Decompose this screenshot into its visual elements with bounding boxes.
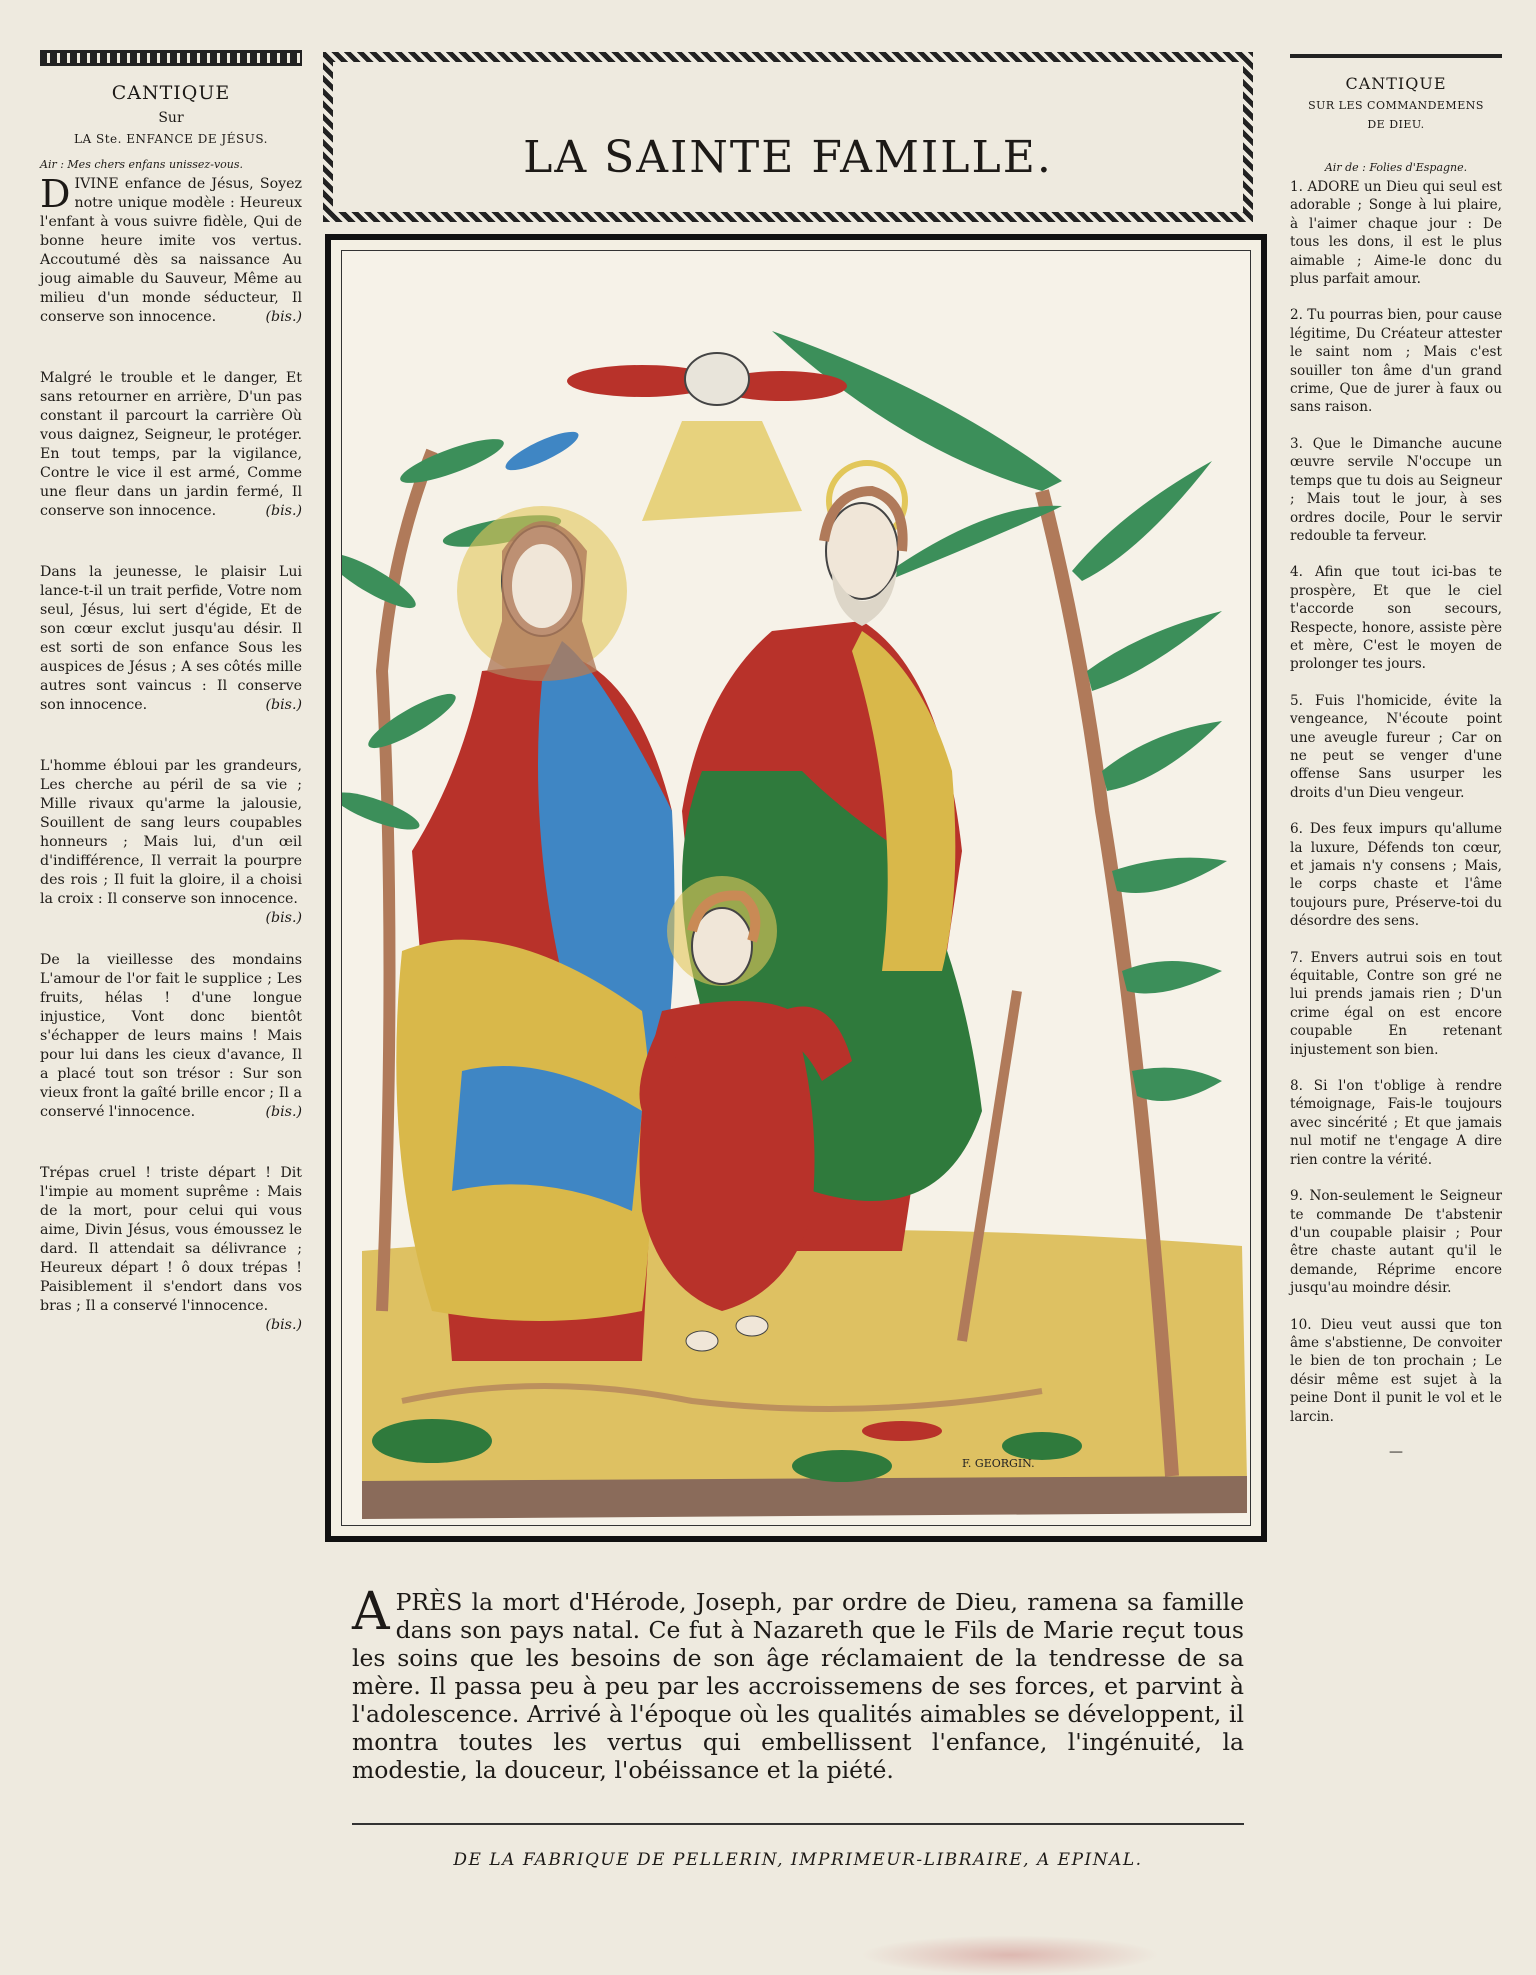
commandment-verse: 4. Afin que tout ici-bas te prospère, Et que le ciel t'accorde son secours, Respecte, honore, assiste père et mère, C'est le moyen de prolonger tes jours. <box>1290 564 1502 673</box>
bottom-rule <box>352 1823 1244 1825</box>
bush <box>1002 1432 1082 1460</box>
commandment-verse: 6. Des feux impurs qu'allume la luxure, Défends ton cœur, et jamais n'y consens ; Mais, le corps chaste et l'âme toujours pure, Préserve-toi du désordre des sens. <box>1290 821 1502 930</box>
commandment-verse: 8. Si l'on t'oblige à rendre témoignage, Fais-le toujours avec sincérité ; Et que jamais nul motif ne t'engage A dire rien contre la vérité. <box>1290 1078 1502 1168</box>
page-title: LA SAINTE FAMILLE. <box>523 132 1053 183</box>
verse <box>40 757 302 926</box>
verse <box>40 563 302 715</box>
left-cantique-title: CANTIQUE <box>111 82 231 104</box>
right-cantique-subtitle-2: DE DIEU. <box>1367 118 1425 131</box>
commandment-verse: 9. Non-seulement le Seigneur te commande De t'abstenir d'un coupable plaisir ; Pour être chaste autant qu'il le demande, Réprime encore jusqu'au moindre désir. <box>1290 1188 1502 1297</box>
drop-cap: A <box>352 1582 390 1642</box>
commandment-verse: 10. Dieu veut aussi que ton âme s'abstienne, De convoiter le bien de ton prochain ; Le désir même est sujet à la peine Dont il punit le vol et le larcin. <box>1290 1316 1502 1425</box>
printer-imprint: DE LA FABRIQUE DE PELLERIN, IMPRIMEUR-LIBRAIRE, A EPINAL. <box>453 1850 1143 1870</box>
left-cantique-sub: Sur <box>158 110 184 126</box>
narrative-text <box>352 1582 1244 1784</box>
engraving-art <box>342 251 1251 1526</box>
verse-text: IVINE enfance de Jésus, Soyez notre unique modèle : Heureux l'enfant à vous suivre fidèle, Qui de bonne heure imite vos vertus. Accoutumé dès sa naissance Au joug aimable du Sauveur, Même au milieu d'un monde séducteur, Il conserve son innocence. <box>40 176 302 325</box>
engraver-signature: F. GEORGIN. <box>962 1457 1035 1470</box>
commandment-verse: 1. ADORE un Dieu qui seul est adorable ; Songe à lui plaire, à l'aimer chaque jour : De tous les dons, il est le plus aimable ; Aime-le donc du plus parfait amour. <box>1290 179 1502 288</box>
verse-text: Trépas cruel ! triste départ ! Dit l'impie au moment suprême : Mais de la mort, pour celui qui vous aime, Divin Jésus, vous émoussez le dard. Il attendait sa délivrance ; Heureux départ ! ô doux trépas ! Paisiblement il s'endort dans vos bras ; Il a conservé l'innocence. <box>40 1165 302 1314</box>
verse-text: Malgré le trouble et le danger, Et sans retourner en arrière, D'un pas constant il parcourt la carrière Où vous daignez, Seigneur, le protéger. En tout temps, par la vigilance, Contre le vice il est armé, Comme une fleur dans un jardin fermé, Il conserve son innocence. <box>40 370 302 519</box>
holy-spirit-dove <box>567 353 847 521</box>
ground-edge <box>362 1476 1247 1519</box>
bush <box>372 1419 492 1463</box>
commandment-verse: 7. Envers autrui sois en tout équitable, Contre son gré ne lui prends jamais rien ; D'un crime égal on est encore coupable En retenant injustement son bien. <box>1290 949 1502 1058</box>
bush <box>792 1450 892 1482</box>
commandment-verse: 5. Fuis l'homicide, évite la vengeance, N'écoute point une aveugle fureur ; Car on ne peut se venger d'une offense Sans usurper les droits d'un Dieu vengeur. <box>1290 692 1502 801</box>
left-cantique <box>40 50 302 1358</box>
holy-family-illustration <box>325 234 1267 1542</box>
right-cantique-subtitle-1: SUR LES COMMANDEMENS <box>1308 99 1484 112</box>
bis-mark: (bis.) <box>265 503 302 519</box>
mary-figure <box>396 506 674 1361</box>
right-verses <box>1290 178 1502 1426</box>
commandment-verse: 3. Que le Dimanche aucune œuvre servile N'occupe un temps que tu dois au Seigneur ; Mais tout le jour, à ses ordres docile, Pour le servir redouble ta ferveur. <box>1290 435 1502 544</box>
bis-mark: (bis.) <box>265 697 302 713</box>
top-rule <box>1290 54 1502 58</box>
left-air: Air : Mes chers enfans unissez-vous. <box>40 158 244 171</box>
paper-stain <box>860 1935 1160 1975</box>
title-frame <box>323 52 1253 222</box>
right-cantique-title: CANTIQUE <box>1345 74 1447 93</box>
bis-mark: (bis.) <box>265 1317 302 1333</box>
right-cantique <box>1290 54 1502 1460</box>
fallen-cloth <box>862 1421 942 1441</box>
commandment-verse: 2. Tu pourras bien, pour cause légitime, Du Créateur attester le saint nom ; Mais c'est souiller ton âme d'un grand crime, Que de jurer à faux ou sans raison. <box>1290 307 1502 416</box>
verse-text: De la vieillesse des mondains L'amour de l'or fait le supplice ; Les fruits, hélas ! d'une longue injustice, Vont donc bientôt s'échapper de leurs mains ! Mais pour lui dans les cieux d'avance, Il a placé tout son trésor : Sur son vieux front la gaîté brille encor ; Il a conservé l'innocence. <box>40 952 302 1120</box>
left-cantique-subtitle: LA Ste. ENFANCE DE JÉSUS. <box>74 132 268 146</box>
verse <box>40 172 302 327</box>
end-dash: — <box>1389 1443 1403 1460</box>
bis-mark: (bis.) <box>265 309 302 325</box>
verse <box>40 951 302 1122</box>
bis-mark: (bis.) <box>265 910 302 926</box>
drop-cap: D <box>40 172 71 216</box>
left-verses <box>40 172 302 1333</box>
bis-mark: (bis.) <box>265 1104 302 1120</box>
verse-text: L'homme ébloui par les grandeurs, Les cherche au péril de sa vie ; Mille rivaux qu'arme la jalousie, Souillent de sang leurs coupables honneurs ; Mais lui, d'un œil d'indifférence, Il verrait la pourpre des rois ; Il fuit la gloire, il a choisi la croix : Il conserve son innocence. <box>40 758 302 907</box>
right-air: Air de : Folies d'Espagne. <box>1324 161 1468 174</box>
verse <box>40 369 302 521</box>
illustration-inner <box>341 250 1251 1526</box>
verse-text: Dans la jeunesse, le plaisir Lui lance-t-il un trait perfide, Votre nom seul, Jésus, lui sert d'égide, Et de son cœur exclut jusqu'au désir. Il est sorti de son enfance Sous les auspices de Jésus ; A ses côtés mille autres sont vaincus : Il conserve son innocence. <box>40 564 302 713</box>
verse <box>40 1164 302 1333</box>
ornament-border <box>40 50 302 66</box>
narrative-body: PRÈS la mort d'Hérode, Joseph, par ordre de Dieu, ramena sa famille dans son pays natal. Ce fut à Nazareth que le Fils de Marie reçut tous les soins que les besoins de son âge réclamaient de la tendresse de sa mère. Il passa peu à peu par les accroissemens de ses forces, et parvint à l'adolescence. Arrivé à l'époque où les qualités aimables se développent, il montra toutes les vertus qui embellissent l'enfance, l'ingénuité, la modestie, la douceur, l'obéissance et la piété. <box>352 1588 1244 1784</box>
